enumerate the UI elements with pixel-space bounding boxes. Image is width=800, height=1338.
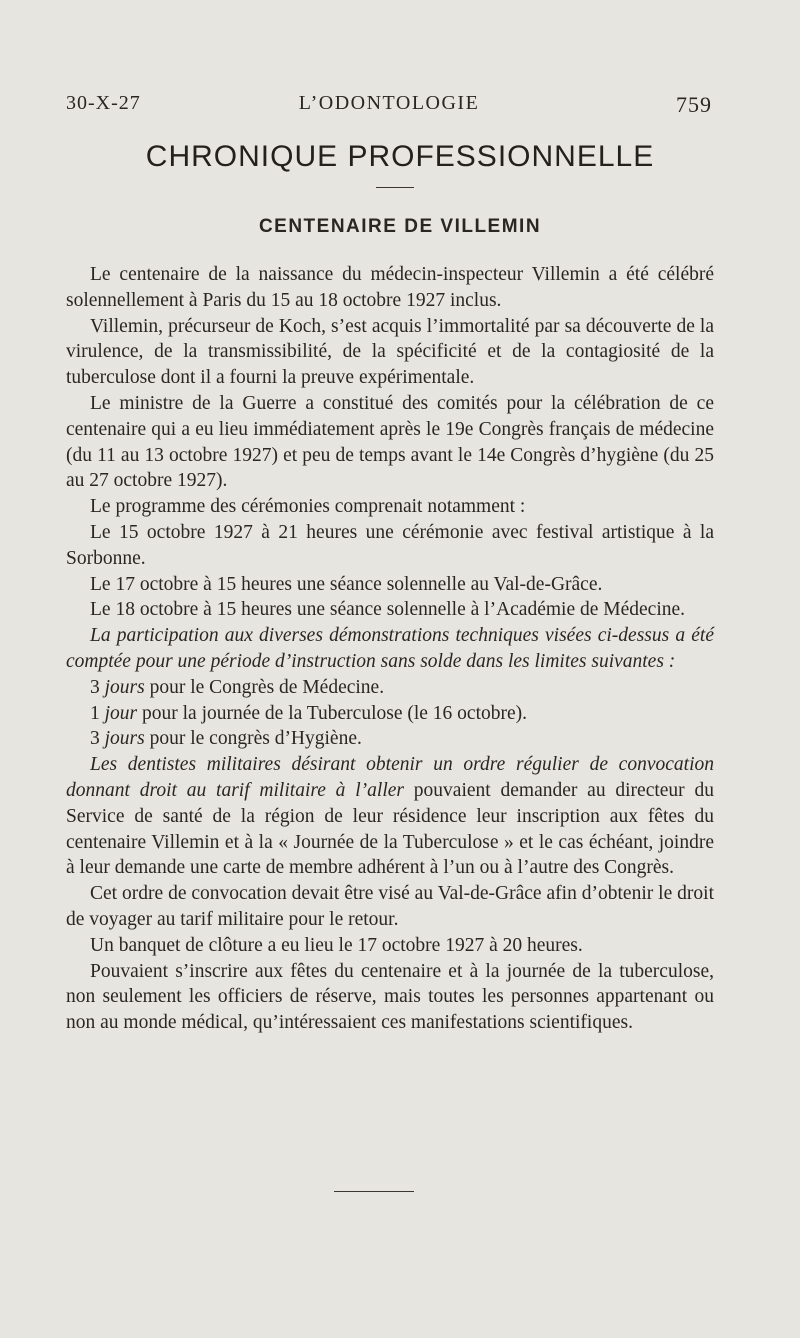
paragraph-7: Le 18 octobre à 15 heures une séance solennelle à l’Académie de Médecine. xyxy=(90,599,686,621)
paragraph-11: Un banquet de clôture a eu lieu le 17 octobre 1927 à 20 heures. xyxy=(90,934,583,956)
list-item-2 xyxy=(66,701,714,727)
paragraph-9-rest: pouvaient demander au directeur du Service de santé de la région de leur résidence leur inscription aux fêtes du centenaire Villemin et à la « Journée de la Tuberculose » et le cas échéant, joindre à leur demande une carte de membre adhérent à l’un ou à l’autre des Congrès. xyxy=(66,779,714,879)
section-title: CENTENAIRE DE VILLEMIN xyxy=(258,216,542,237)
issue-date: 30-X-27 xyxy=(66,92,141,114)
paragraph-12: Pouvaient s’inscrire aux fêtes du centenaire et à la journée de la tuberculose, non seulement les officiers de réserve, mais toutes les personnes appartenant ou non au monde médical, qu’intéressaient ces manifestations scientifiques. xyxy=(66,960,714,1034)
paragraph-5: Le 15 octobre 1927 à 21 heures une cérémonie avec festival artistique à la Sorbonne. xyxy=(66,521,714,569)
end-divider xyxy=(334,1191,414,1192)
list-item-1-number: 3 xyxy=(90,676,100,698)
list-item-1 xyxy=(66,675,714,701)
paragraph-1: Le centenaire de la naissance du médecin-inspecteur Villemin a été célébré solennellement à Paris du 15 au 18 octobre 1927 inclus. xyxy=(66,264,714,311)
paragraph-3: Le ministre de la Guerre a constitué des comités pour la célébration de ce centenaire qui a eu lieu immédiatement après le 19e Congrès français de médecine (du 11 au 13 octobre 1927) et peu de temps avant le 14e Congrès d’hygiène (du 25 au 27 octobre 1927). xyxy=(66,392,714,492)
page-number: 759 xyxy=(676,92,712,117)
paragraph-9 xyxy=(66,752,714,881)
list-item-1-text: pour le Congrès de Médecine. xyxy=(144,676,385,698)
list-item-3 xyxy=(66,726,714,752)
list-item-1-unit: jours xyxy=(104,676,145,698)
paragraph-9-italic: Les dentistes militaires désirant obtenir un ordre régulier de convocation donnant droit au tarif militaire à l’aller xyxy=(66,754,714,801)
list-item-2-unit: jour xyxy=(104,702,138,724)
title-divider xyxy=(376,187,414,188)
list-item-3-number: 3 xyxy=(90,728,100,750)
list-item-2-number: 1 xyxy=(90,702,100,724)
paragraph-4: Le programme des cérémonies comprenait notamment : xyxy=(90,496,526,518)
list-item-3-text: pour le congrès d’Hygiène. xyxy=(144,728,362,750)
running-header xyxy=(66,92,712,122)
journal-name: L’ODONTOLOGIE xyxy=(298,92,480,114)
list-item-3-unit: jours xyxy=(104,728,145,750)
paragraph-8: La participation aux diverses démonstrations techniques visées ci-dessus a été comptée pour une période d’instruction sans solde dans les limites suivantes : xyxy=(66,625,714,672)
paragraph-2: Villemin, précurseur de Koch, s’est acquis l’immortalité par sa découverte de la virulence, de la transmissibilité, de la spécificité et de la contagiosité de la tuberculose dont il a fourni la preuve expérimentale. xyxy=(66,315,714,389)
article-body xyxy=(66,262,714,1036)
list-item-2-text: pour la journée de la Tuberculose (le 16 octobre). xyxy=(137,702,528,724)
paragraph-10: Cet ordre de convocation devait être visé au Val-de-Grâce afin d’obtenir le droit de voyager au tarif militaire pour le retour. xyxy=(66,883,714,930)
chapter-title: CHRONIQUE PROFESSIONNELLE xyxy=(145,140,655,173)
paragraph-6: Le 17 octobre à 15 heures une séance solennelle au Val-de-Grâce. xyxy=(90,573,603,595)
